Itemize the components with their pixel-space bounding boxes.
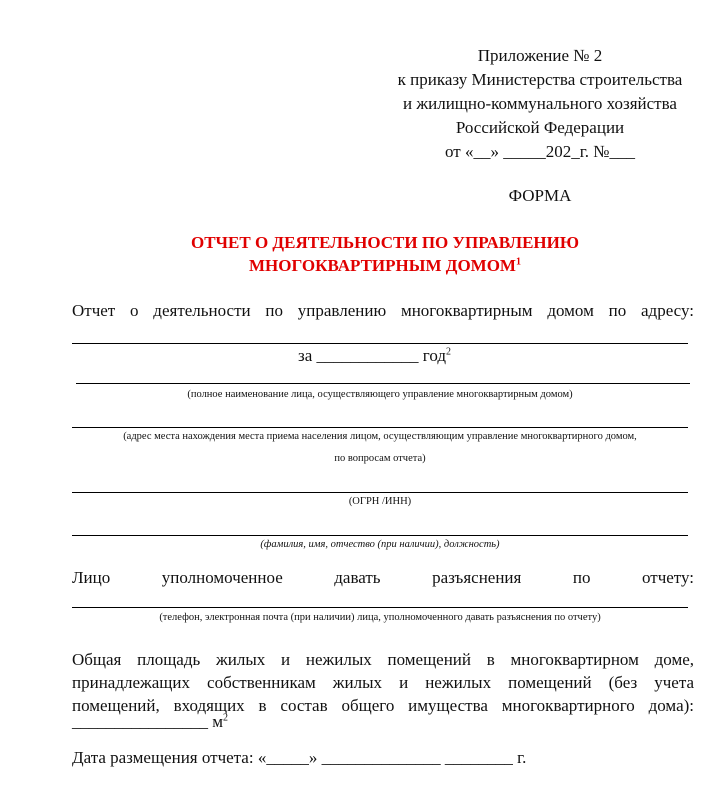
publication-date	[72, 748, 526, 768]
area-unit-sup: 2	[223, 712, 229, 724]
ogrn-caption: (ОГРН /ИНН)	[348, 496, 412, 507]
period-prefix: за	[298, 346, 313, 365]
date-field[interactable]: «_____» ______________ ________	[257, 748, 513, 767]
name-input-line[interactable]	[76, 383, 690, 384]
contact-input-line[interactable]	[72, 607, 688, 608]
footnote-mark: 2	[445, 346, 451, 358]
appendix-ministry: и жилищно-коммунального хозяйства	[403, 94, 677, 113]
reception-address-caption-1: (адрес места нахождения места приема населения лицом, осуществляющим управление многоквартирного домом,	[123, 431, 637, 442]
contact-caption: (телефон, электронная почта (при наличии) лица, уполномоченного давать разъяснения по отчету)	[159, 612, 601, 623]
report-title-line2	[60, 256, 710, 276]
name-caption: (полное наименование лица, осуществляющего управление многоквартирным домом)	[187, 389, 573, 400]
period-suffix: год	[422, 346, 446, 365]
appendix-order: к приказу Министерства строительства	[397, 70, 683, 89]
address-input-line[interactable]	[72, 343, 688, 344]
form-label: ФОРМА	[508, 186, 572, 205]
date-label: Дата размещения отчета:	[72, 748, 254, 767]
date-suffix: г.	[517, 748, 527, 767]
fio-caption: (фамилия, имя, отчество (при наличии), должность)	[260, 539, 500, 550]
appendix-date: от «__» _____202_г. №___	[445, 142, 635, 161]
report-title-line1: ОТЧЕТ О ДЕЯТЕЛЬНОСТИ ПО УПРАВЛЕНИЮ	[190, 233, 580, 252]
appendix-country: Российской Федерации	[455, 118, 625, 137]
area-text-line1: Общая площадь жилых и нежилых помещений в многоквартирном доме,	[72, 650, 694, 669]
area-unit: м	[212, 712, 224, 731]
appendix-number: Приложение № 2	[477, 46, 603, 65]
area-input-field[interactable]: ________________	[72, 712, 208, 731]
ogrn-input-line[interactable]	[72, 492, 688, 493]
period-year-field[interactable]: ____________	[316, 346, 419, 365]
report-period	[298, 346, 451, 366]
reception-address-input-line[interactable]	[72, 427, 688, 428]
report-title-text: МНОГОКВАРТИРНЫМ ДОМОМ	[249, 256, 516, 275]
footnote-mark: 1	[515, 256, 521, 268]
area-text-line3: помещений, входящих в состав общего имущества многоквартирного дома):	[72, 696, 694, 715]
fio-input-line[interactable]	[72, 535, 688, 536]
area-value	[72, 712, 228, 732]
authorized-person-label: Лицо уполномоченное давать разъяснения по отчету:	[72, 568, 694, 587]
area-text-line2: принадлежащих собственникам жилых и нежилых помещений (без учета	[72, 673, 694, 692]
reception-address-caption-2: по вопросам отчета)	[334, 453, 426, 464]
address-label: Отчет о деятельности по управлению многоквартирным домом по адресу:	[72, 301, 694, 320]
